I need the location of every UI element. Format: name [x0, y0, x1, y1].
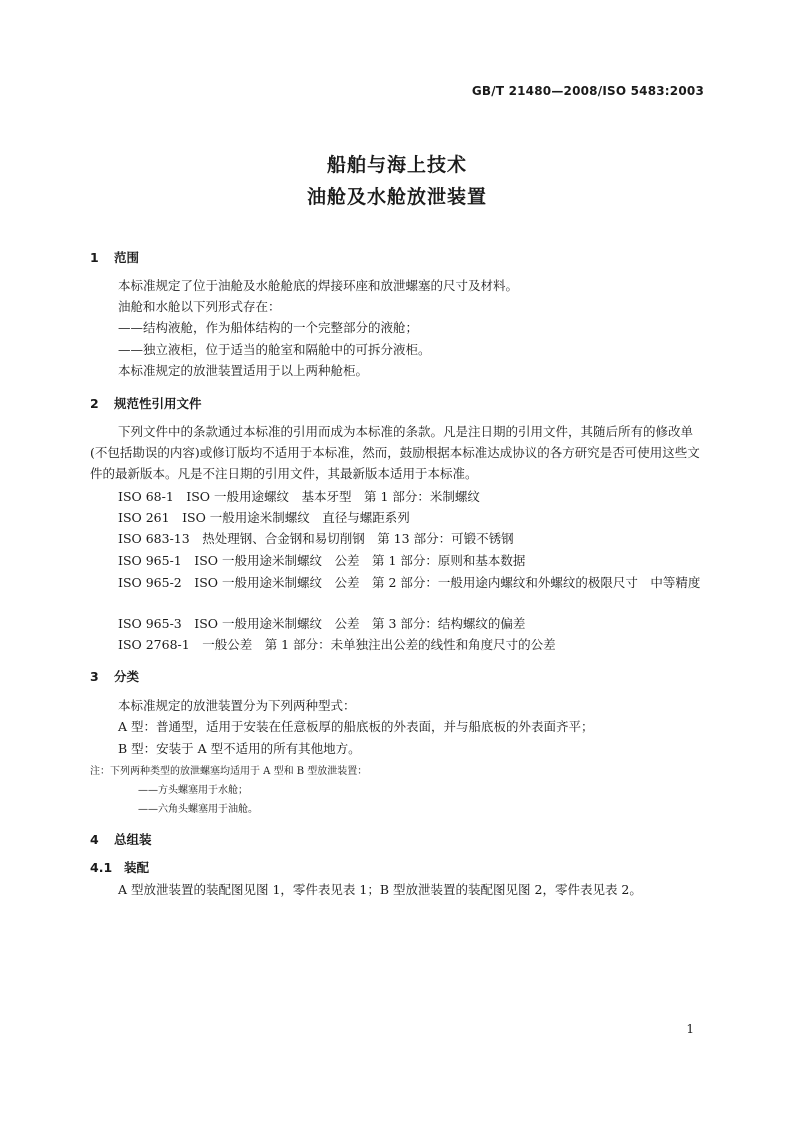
section-heading-scope — [90, 248, 139, 266]
paragraph: 油舱和水舱以下列形式存在： — [118, 299, 281, 314]
subsection-title: 装配 — [124, 860, 150, 875]
paragraph: B 型：安装于 A 型不适用的所有其他地方。 — [118, 741, 361, 756]
note-item: ——方头螺塞用于水舱； — [138, 785, 248, 796]
reference-item: ISO 683-13 热处理钢、合金钢和易切削钢 第 13 部分：可锻不锈钢 — [118, 531, 514, 546]
paragraph: 本标准规定的放泄装置适用于以上两种舱柜。 — [118, 363, 369, 378]
section-heading-normative-references — [90, 394, 202, 412]
document-title-line1: 船舶与海上技术 — [326, 154, 467, 176]
paragraph: 本标准规定了位于油舱及水舱舱底的焊接环座和放泄螺塞的尺寸及材料。 — [118, 278, 519, 293]
section-title: 总组装 — [114, 832, 152, 847]
note-item: ——六角头螺塞用于油舱。 — [138, 804, 258, 815]
paragraph: A 型：普通型，适用于安装在任意板厚的船底板的外表面，并与船底板的外表面齐平； — [118, 719, 594, 734]
section-number: 1 — [90, 250, 99, 265]
list-item: ——独立液柜，位于适当的舱室和隔舱中的可拆分液柜。 — [118, 342, 431, 357]
section-number: 3 — [90, 669, 99, 684]
document-title-line2: 油舱及水舱放泄装置 — [306, 186, 487, 208]
section-number: 2 — [90, 396, 99, 411]
reference-item: ISO 965-2 ISO 一般用途米制螺纹 公差 第 2 部分：一般用途内螺纹和外螺纹的极限尺寸 中等精度 — [118, 575, 701, 590]
section-title: 规范性引用文件 — [114, 396, 202, 411]
reference-item: ISO 2768-1 一般公差 第 1 部分：未单独注出公差的线性和角度尺寸的公差 — [118, 637, 556, 652]
section-title: 分类 — [114, 669, 140, 684]
note: 注：下列两种类型的放泄螺塞均适用于 A 型和 B 型放泄装置： — [90, 766, 368, 777]
page-number: 1 — [686, 1022, 694, 1036]
reference-item: ISO 261 ISO 一般用途米制螺纹 直径与螺距系列 — [118, 510, 410, 525]
paragraph: A 型放泄装置的装配图见图 1，零件表见表 1；B 型放泄装置的装配图见图 2，零件表见表 2。 — [118, 882, 642, 897]
subsection-heading-assembly — [90, 858, 149, 876]
paragraph: 本标准规定的放泄装置分为下列两种型式： — [118, 698, 356, 713]
reference-item: ISO 965-1 ISO 一般用途米制螺纹 公差 第 1 部分：原则和基本数据 — [118, 553, 526, 568]
section-heading-general-assembly — [90, 830, 152, 848]
section-number: 4 — [90, 832, 99, 847]
reference-item: ISO 965-3 ISO 一般用途米制螺纹 公差 第 3 部分：结构螺纹的偏差 — [118, 616, 526, 631]
list-item: ——结构液舱，作为船体结构的一个完整部分的液舱； — [118, 320, 419, 335]
paragraph: 下列文件中的条款通过本标准的引用而成为本标准的条款。凡是注日期的引用文件，其随后所有的修改单(不包括勘误的内容)或修订版均不适用于本标准，然而，鼓励根据本标准达成协议的各方研究是否可使用这些文件的最新版本。凡是不注日期的引用文件，其最新版本适用于本标准。 — [90, 424, 700, 481]
section-heading-classification — [90, 667, 139, 685]
section-title: 范围 — [114, 250, 140, 265]
subsection-number: 4.1 — [90, 860, 113, 875]
reference-item: ISO 68-1 ISO 一般用途螺纹 基本牙型 第 1 部分：米制螺纹 — [118, 489, 480, 504]
standard-code: GB/T 21480—2008/ISO 5483:2003 — [471, 84, 704, 98]
